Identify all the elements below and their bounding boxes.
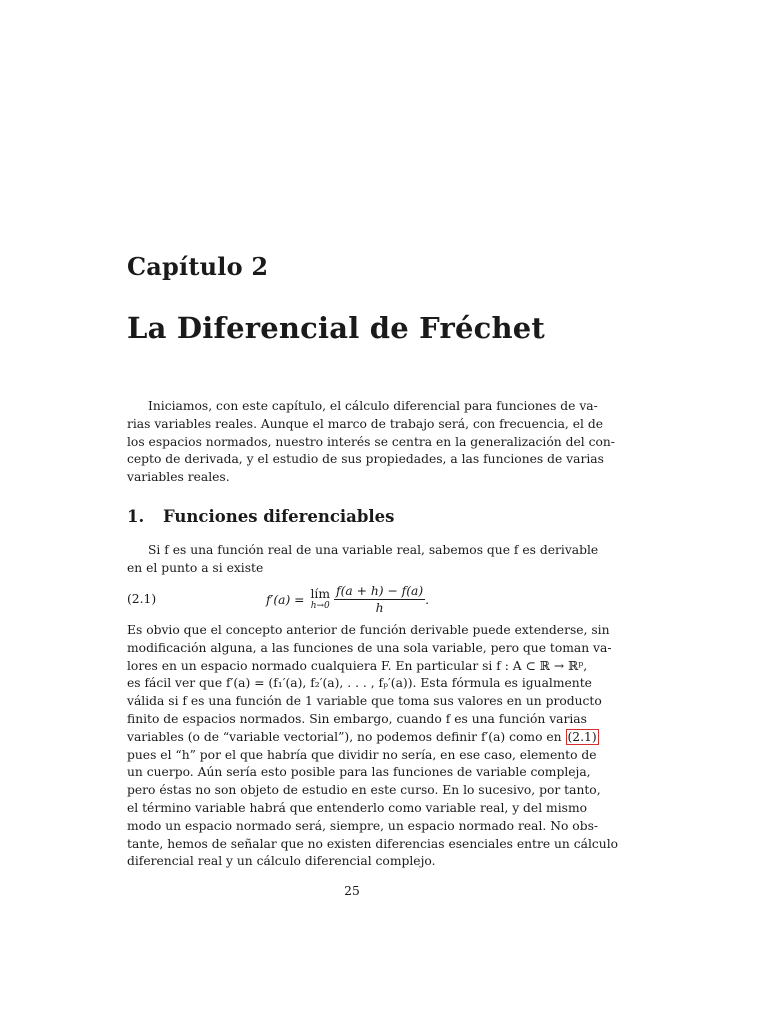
equation-limit <box>310 588 330 612</box>
paragraph-line: finito de espacios normados. Sin embargo, cuando f es una función varias <box>127 711 587 726</box>
equation-lhs: f′(a) = <box>266 592 305 607</box>
derivative-equation <box>266 584 429 615</box>
section-title: Funciones diferenciables <box>163 507 395 526</box>
paragraph-line: un cuerpo. Aún sería esto posible para las funciones de variable compleja, <box>127 765 591 780</box>
paragraph-line-text: variables (o de “variable vectorial”), no podemos definir f′(a) como en <box>127 729 566 744</box>
intro-line: cepto de derivada, y el estudio de sus propiedades, a las funciones de varias <box>127 452 604 467</box>
limit-subscript: h→0 <box>310 600 330 611</box>
paragraph-line: Si f es una función real de una variable real, sabemos que f es derivable <box>148 543 599 557</box>
paragraph-line: Es obvio que el concepto anterior de función derivable puede extenderse, sin <box>127 623 610 637</box>
paragraph-line <box>127 729 597 747</box>
equation-fraction <box>334 584 425 615</box>
section-heading <box>127 507 394 526</box>
paragraph-line: modificación alguna, a las funciones de una sola variable, pero que toman va- <box>127 640 612 655</box>
intro-line: rias variables reales. Aunque el marco de trabajo será, con frecuencia, el de <box>127 416 604 431</box>
paragraph-line: modo un espacio normado será, siempre, un espacio normado real. No obs- <box>127 818 599 833</box>
intro-line: variables reales. <box>127 470 230 485</box>
intro-line: los espacios normados, nuestro interés se centra en la generalización del con- <box>127 434 615 449</box>
paragraph-derivative <box>127 542 599 578</box>
page-number: 25 <box>344 884 360 898</box>
section-number: 1. <box>127 507 145 526</box>
paragraph-line: válida si f es una función de 1 variable que toma sus valores en un producto <box>127 694 602 709</box>
paragraph-extension <box>127 622 619 871</box>
intro-paragraph <box>127 398 615 487</box>
equation-period: . <box>425 592 430 607</box>
paragraph-line: es fácil ver que f′(a) = (f₁′(a), f₂′(a), . . . , fₚ′(a)). Esta fórmula es igualmente <box>127 676 592 691</box>
equation-reference-link[interactable]: (2.1) <box>567 729 597 744</box>
chapter-title: La Diferencial de Fréchet <box>127 311 545 345</box>
paragraph-line: diferencial real y un cálculo diferencial complejo. <box>127 854 436 869</box>
paragraph-line: tante, hemos de señalar que no existen diferencias esenciales entre un cálculo <box>127 836 619 851</box>
paragraph-line: pues el “h” por el que habría que dividir no sería, en ese caso, elemento de <box>127 747 597 762</box>
paragraph-line: el término variable habrá que entenderlo como variable real, y del mismo <box>127 800 588 815</box>
limit-operator: lím <box>310 586 331 601</box>
fraction-numerator: f(a + h) − f(a) <box>336 584 424 598</box>
paragraph-line: pero éstas no son objeto de estudio en este curso. En lo sucesivo, por tanto, <box>127 783 601 798</box>
fraction-denominator: h <box>375 601 384 615</box>
paragraph-line: lores en un espacio normado cualquiera F. En particular si f : A ⊂ ℝ → ℝᵖ, <box>127 658 588 673</box>
chapter-label: Capítulo 2 <box>127 252 269 281</box>
paragraph-line: en el punto a si existe <box>127 560 264 575</box>
equation-number: (2.1) <box>127 592 157 606</box>
intro-line: Iniciamos, con este capítulo, el cálculo diferencial para funciones de va- <box>148 399 598 413</box>
